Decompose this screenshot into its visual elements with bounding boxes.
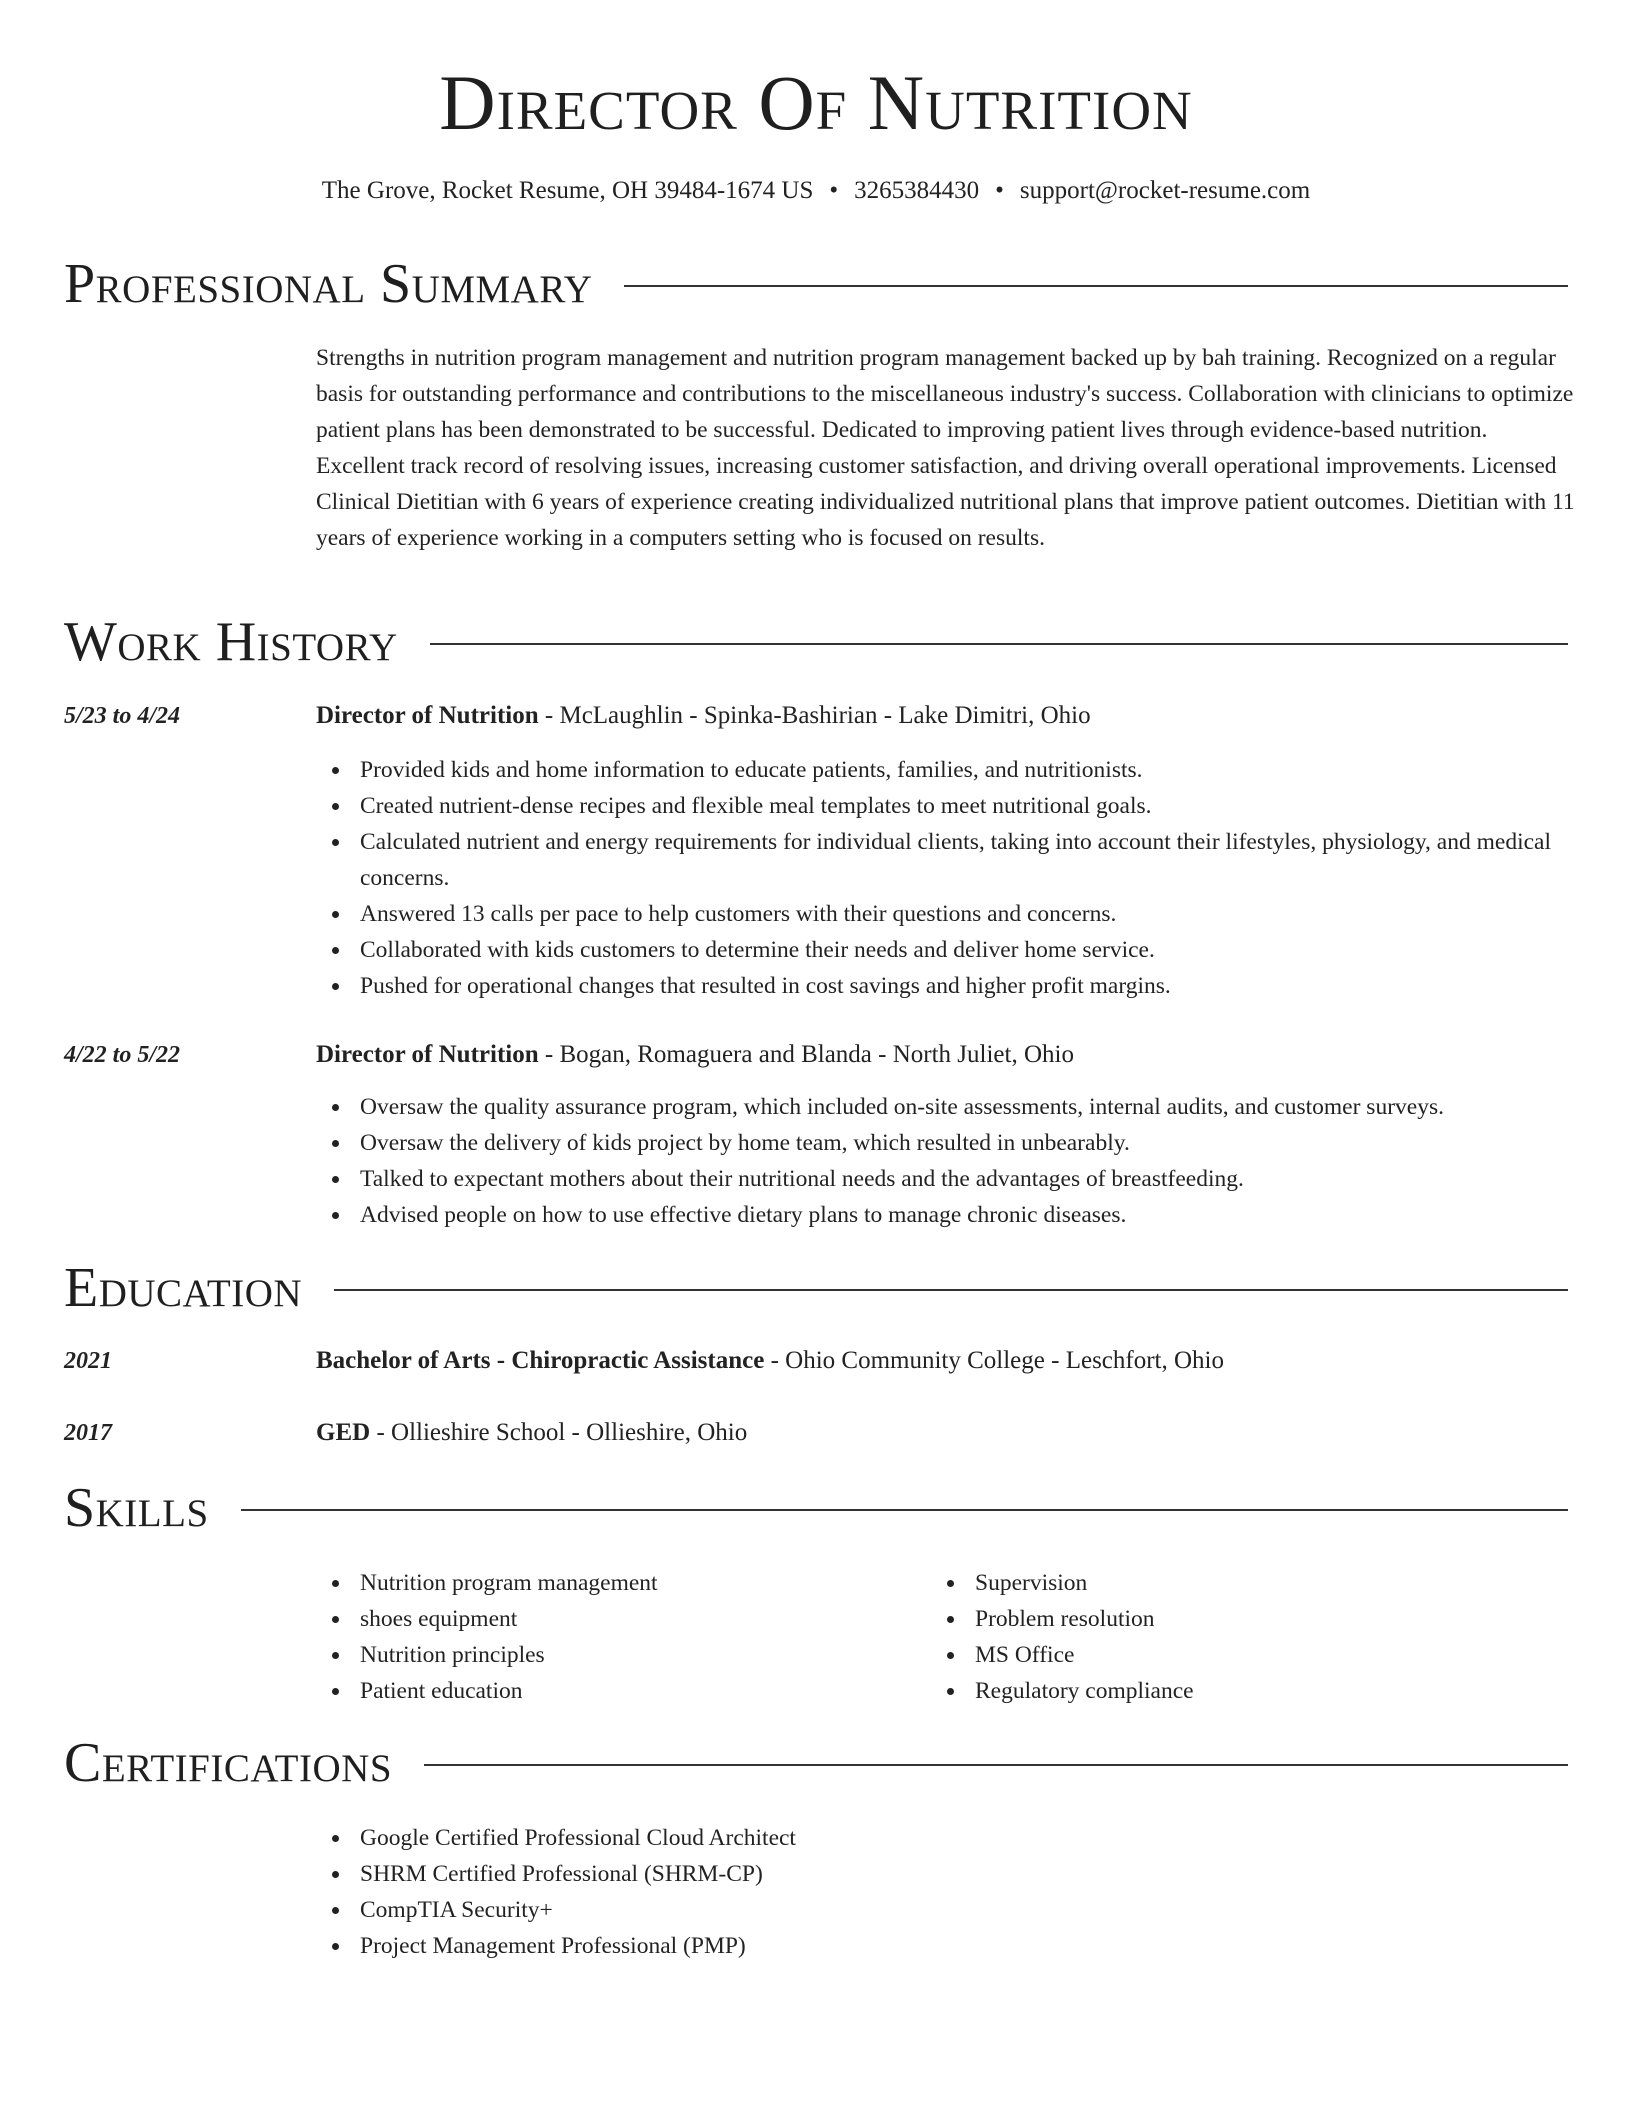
- list-item: Advised people on how to use effective dietary plans to manage chronic diseases.: [316, 1197, 1578, 1233]
- list-item: Oversaw the delivery of kids project by home team, which resulted in unbearably.: [316, 1125, 1578, 1161]
- education-degree: Bachelor of Arts - Chiropractic Assistance: [316, 1347, 765, 1374]
- job-employer: - McLaughlin - Spinka-Bashirian - Lake Dimitri, Ohio: [538, 702, 1091, 729]
- certification-item: Google Certified Professional Cloud Architect: [316, 1820, 1116, 1856]
- certification-item: Project Management Professional (PMP): [316, 1928, 1116, 1964]
- section-divider: [430, 643, 1568, 645]
- job-heading: [316, 698, 1091, 734]
- contact-separator: •: [829, 177, 839, 204]
- job-employer: - Bogan, Romaguera and Blanda - North Juliet, Ohio: [538, 1041, 1074, 1068]
- section-header-education: [64, 1256, 1568, 1320]
- section-header-summary: [64, 252, 1568, 316]
- section-title: Skills: [64, 1477, 209, 1539]
- list-item: Provided kids and home information to educate patients, families, and nutritionists.: [316, 752, 1578, 788]
- section-divider: [241, 1509, 1568, 1511]
- contact-phone: 3265384430: [854, 177, 980, 204]
- certifications-list: [316, 1820, 1116, 1964]
- list-item: Talked to expectant mothers about their nutritional needs and the advantages of breastfeeding.: [316, 1161, 1578, 1197]
- job-title: Director of Nutrition: [316, 702, 539, 729]
- education-heading: [316, 1415, 747, 1451]
- skills-list-right: [931, 1565, 1531, 1709]
- list-item: Oversaw the quality assurance program, which included on-site assessments, internal audits, and customer surveys.: [316, 1089, 1578, 1125]
- job-title: Director of Nutrition: [316, 1041, 539, 1068]
- resume-name: Director Of Nutrition: [439, 59, 1193, 146]
- certification-item: SHRM Certified Professional (SHRM-CP): [316, 1856, 1116, 1892]
- job-bullets: [316, 1089, 1578, 1233]
- education-school: - Ollieshire School - Ollieshire, Ohio: [370, 1419, 748, 1446]
- contact-email: support@rocket-resume.com: [1019, 177, 1311, 204]
- job-heading: [316, 1037, 1074, 1073]
- list-item: Answered 13 calls per pace to help customers with their questions and concerns.: [316, 896, 1578, 932]
- education-degree: GED: [316, 1419, 371, 1446]
- skill-item: shoes equipment: [316, 1601, 916, 1637]
- section-header-work-history: [64, 610, 1568, 674]
- summary-text: Strengths in nutrition program management and nutrition program management backed up by bah training. Recognized on a regular basis for outstanding performance and contributions to the miscellaneous industry's success. Collaboration with clinicians to optimize patient plans has been demonstrated to be successful. Dedicated to improving patient lives through evidence-based nutrition. Excellent track record of resolving issues, increasing customer satisfaction, and driving overall operational improvements. Licensed Clinical Dietitian with 6 years of experience creating individualized nutritional plans that improve patient outcomes. Dietitian with 11 years of experience working in a computers setting who is focused on results.: [316, 345, 1575, 551]
- list-item: Calculated nutrient and energy requirements for individual clients, taking into account their lifestyles, physiology, and medical concerns.: [316, 824, 1578, 896]
- list-item: Collaborated with kids customers to determine their needs and deliver home service.: [316, 932, 1578, 968]
- skills-list-left: [316, 1565, 916, 1709]
- section-title: Certifications: [64, 1732, 393, 1794]
- education-heading: [316, 1343, 1224, 1379]
- section-title: Work History: [64, 611, 398, 673]
- education-year: 2021: [64, 1348, 112, 1374]
- job-dates: 5/23 to 4/24: [64, 703, 181, 729]
- section-header-skills: [64, 1476, 1568, 1540]
- section-divider: [424, 1764, 1568, 1766]
- skill-item: MS Office: [931, 1637, 1531, 1673]
- section-title: Professional Summary: [64, 253, 593, 315]
- section-header-certifications: [64, 1731, 1568, 1795]
- certification-item: CompTIA Security+: [316, 1892, 1116, 1928]
- contact-separator: •: [995, 177, 1004, 204]
- job-bullets: [316, 752, 1578, 1004]
- list-item: Pushed for operational changes that resulted in cost savings and higher profit margins.: [316, 968, 1578, 1004]
- list-item: Created nutrient-dense recipes and flexible meal templates to meet nutritional goals.: [316, 788, 1578, 824]
- job-dates: 4/22 to 5/22: [64, 1042, 181, 1068]
- education-year: 2017: [64, 1420, 112, 1446]
- skill-item: Regulatory compliance: [931, 1673, 1531, 1709]
- skill-item: Nutrition program management: [316, 1565, 916, 1601]
- skill-item: Nutrition principles: [316, 1637, 916, 1673]
- skill-item: Problem resolution: [931, 1601, 1531, 1637]
- section-divider: [624, 285, 1568, 287]
- section-divider: [334, 1289, 1568, 1291]
- skill-item: Supervision: [931, 1565, 1531, 1601]
- skill-item: Patient education: [316, 1673, 916, 1709]
- section-title: Education: [64, 1257, 303, 1319]
- contact-address: The Grove, Rocket Resume, OH 39484-1674 US: [321, 177, 814, 204]
- contact-line: [0, 174, 1632, 208]
- education-school: - Ohio Community College - Leschfort, Ohio: [764, 1347, 1224, 1374]
